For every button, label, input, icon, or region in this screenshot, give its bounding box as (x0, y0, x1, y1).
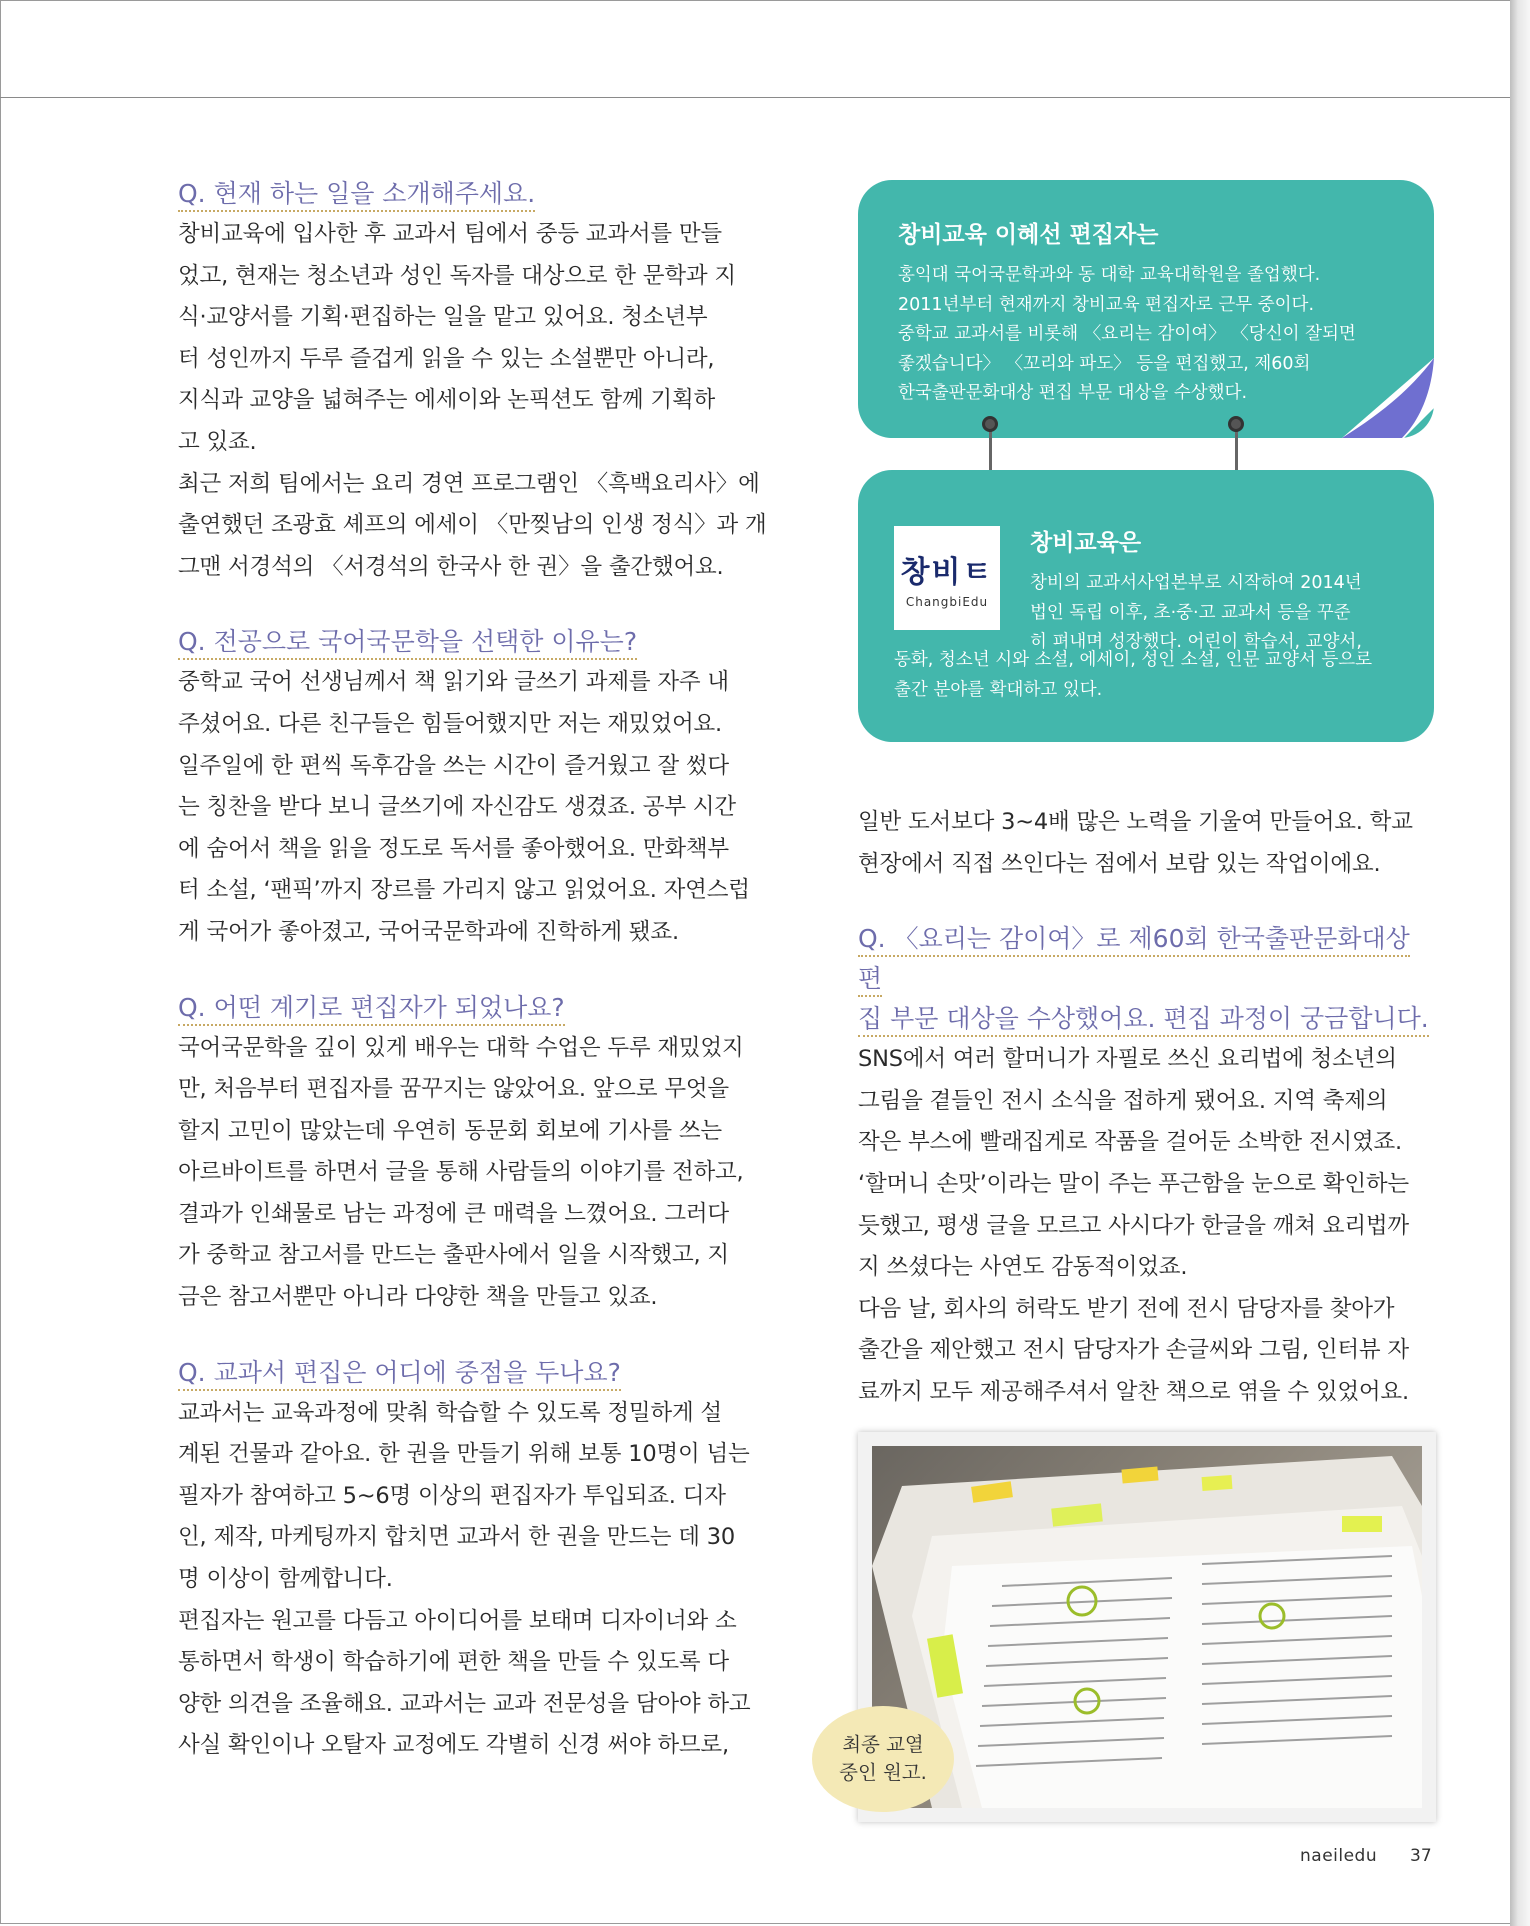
right-column (858, 802, 1436, 1414)
answer-text: 교과서는 교육과정에 맞춰 학습할 수 있도록 정밀하게 설 계된 건물과 같아요. 한 권을 만들기 위해 보통 10명이 넘는 필자가 참여하고 5~6명 이상의 편집자가 투입되죠. 디자 인, 제작, 마케팅까지 합치면 교과서 한 권을 만드는 데 30 명 이상이 함께합니다. 편집자는 원고를 다듬고 아이디어를 보태며 디자이너와 소 통하면서 학생이 학습하기에 편한 책을 만들 수 있도록 다 양한 의견을 조율해요. 교과서는 교과 전문성을 담아야 하고 사실 확인이나 오탈자 교정에도 각별히 신경 써야 하므로, (178, 1399, 751, 1759)
question-heading: Q. 현재 하는 일을 소개해주세요. (178, 174, 770, 214)
changbiedu-logo: 창비ㅌ ChangbiEdu (894, 526, 1000, 630)
qa-section (858, 919, 1436, 1413)
qa-section (178, 1353, 770, 1767)
manuscript-photo (872, 1446, 1422, 1808)
magazine-brand: naeiledu (1300, 1846, 1378, 1866)
profile-title: 창비교육 이혜선 편집자는 (898, 222, 1159, 248)
page-number: 37 (1410, 1846, 1432, 1866)
answer-text: 중학교 국어 선생님께서 책 읽기와 글쓰기 과제를 자주 내 주셨어요. 다른 친구들은 힘들어했지만 저는 재밌었어요. 일주일에 한 편씩 독후감을 쓰는 시간이 즐거웠고 잘 썼다 는 칭찬을 받다 보니 글쓰기에 자신감도 생겼죠. 공부 시간 에 숨어서 책을 읽을 정도로 독서를 좋아했어요. 만화책부 터 소설, ‘팬픽’까지 장르를 가리지 않고 읽었어요. 자연스럽 게 국어가 좋아졌고, 국어국문학과에 진학하게 됐죠. (178, 669, 750, 945)
binder-ring (982, 416, 998, 432)
qa-section (178, 174, 770, 588)
qa-section (178, 622, 770, 953)
continued-answer: 일반 도서보다 3~4배 많은 노력을 기울여 만들어요. 학교 현장에서 직접 쓰인다는 점에서 보람 있는 작업이에요. (858, 809, 1413, 877)
company-title: 창비교육은 (1030, 530, 1142, 556)
manuscript-photo-illustration (872, 1446, 1422, 1808)
question-heading: 집 부문 대상을 수상했어요. 편집 과정이 궁금합니다. (858, 999, 1436, 1039)
left-column (178, 174, 770, 1801)
question-heading: Q. 교과서 편집은 어디에 중점을 두나요? (178, 1353, 770, 1393)
company-info-box: 창비ㅌ ChangbiEdu 창비교육은 창비의 교과서사업본부로 시작하여 2014년 법인 독립 이후, 초·중·고 교과서 등을 꾸준 히 펴내며 성장했다. 어린이 학습서, 교양서, 동화, 청소년 시와 소설, 에세이, 성인 소설, 인문 교양서 등으로 출간 분야를 확대하고 있다. (858, 470, 1434, 742)
page-edge-shadow (1510, 0, 1530, 1926)
answer-text: 국어국문학을 깊이 있게 배우는 대학 수업은 두루 재밌었지 만, 처음부터 편집자를 꿈꾸지는 않았어요. 앞으로 무엇을 할지 고민이 많았는데 우연히 동문회 회보에 기사를 쓰는 아르바이트를 하면서 글을 통해 사람들의 이야기를 전하고, 결과가 인쇄물로 남는 과정에 큰 매력을 느꼈어요. 그러다 가 중학교 참고서를 만드는 출판사에서 일을 시작했고, 지 금은 참고서뿐만 아니라 다양한 책을 만들고 있죠. (178, 1034, 744, 1311)
answer-text: 창비교육에 입사한 후 교과서 팀에서 중등 교과서를 만들 었고, 현재는 청소년과 성인 독자를 대상으로 한 문학과 지 식·교양서를 기획·편집하는 일을 맡고 있어요. 청소년부 터 성인까지 두루 즐겁게 읽을 수 있는 소설뿐만 아니라, 지식과 교양을 넓혀주는 에세이와 논픽션도 함께 기획하 고 있죠. 최근 저희 팀에서는 요리 경연 프로그램인 〈흑백요리사〉에 출연했던 조광효 셰프의 에세이 〈만찢남의 인생 정식〉과 개 그맨 서경석의 〈서경석의 한국사 한 권〉을 출간했어요. (178, 221, 767, 580)
question-heading: Q. 〈요리는 감이여〉로 제60회 한국출판문화대상 편 (858, 919, 1436, 999)
question-heading: Q. 전공으로 국어국문학을 선택한 이유는? (178, 622, 770, 662)
question-heading: Q. 어떤 계기로 편집자가 되었나요? (178, 988, 770, 1028)
qa-section (178, 988, 770, 1319)
answer-text: SNS에서 여러 할머니가 자필로 쓰신 요리법에 청소년의 그림을 곁들인 전시 소식을 접하게 됐어요. 지역 축제의 작은 부스에 빨래집게로 작품을 걸어둔 소박한 전시였죠. ‘할머니 손맛’이라는 말이 주는 푸근함을 눈으로 확인하는 듯했고, 평생 글을 모르고 사시다가 한글을 깨쳐 요리법까 지 쓰셨다는 사연도 감동적이었죠. 다음 날, 회사의 허락도 받기 전에 전시 담당자를 찾아가 출간을 제안했고 전시 담당자가 손글씨와 그림, 인터뷰 자 료까지 모두 제공해주셔서 알찬 책으로 엮을 수 있었어요. (858, 1046, 1409, 1405)
page-fold-corner (1342, 358, 1434, 438)
header-rule (0, 97, 1510, 98)
editor-profile-box: 창비교육 이혜선 편집자는 홍익대 국어국문학과와 동 대학 교육대학원을 졸업했다. 2011년부터 현재까지 창비교육 편집자로 근무 중이다. 중학교 교과서를 비롯해 〈요리는 감이여〉 〈당신이 잘되면 좋겠습니다〉 〈꼬리와 파도〉 등을 편집했고, 제60회 한국출판문화대상 편집 부문 대상을 수상했다. (858, 180, 1434, 438)
binder-ring (1228, 416, 1244, 432)
photo-caption: 최종 교열 중인 원고. (812, 1706, 954, 1812)
